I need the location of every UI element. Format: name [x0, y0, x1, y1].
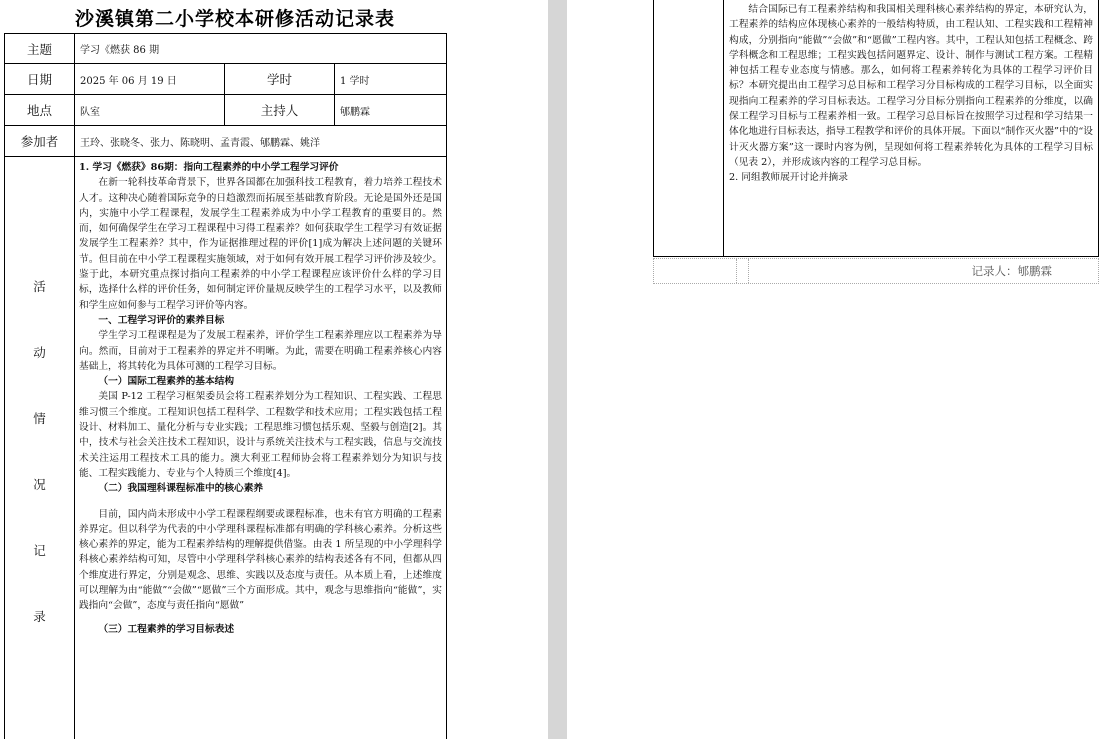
topic-row	[5, 34, 447, 64]
subsection-heading: （一）国际工程素养的基本结构	[98, 376, 235, 388]
place-label: 地点	[5, 95, 75, 126]
paragraph: 学生学习工程课程是为了发展工程素养，评价学生工程素养理应以工程素养为导向。然而，目前对于工程素养的界定并不明晰。为此，需要在明确工程素养核心内容基础上，将其转化为具体可测的工程学习目标。	[79, 330, 442, 372]
host-value: 郇鹏霖	[335, 95, 447, 126]
participants-label: 参加者	[5, 126, 75, 157]
hours-value: 1 学时	[335, 64, 447, 95]
activity-content	[75, 157, 447, 739]
participants-row	[5, 126, 447, 157]
divider	[748, 259, 749, 283]
date-row	[5, 64, 447, 95]
document-page-2	[567, 0, 1101, 739]
date-value: 2025 年 06 月 19 日	[75, 64, 225, 95]
activity-row	[5, 157, 447, 739]
paragraph: 美国 P-12 工程学习框架委员会将工程素养划分为工程知识、工程实践、工程思维习惯三个维度。工程知识包括工程科学、工程数学和技术应用；工程实践包括工程设计、材料加工、量化分析与专业实践；工程思维习惯包括乐观、坚毅与创造[2]。其中，技术与社会关注技术工程知识，设计与系统关注技术与工程实践，信息与交流技术关注运用工程技术工具的能力。澳大利亚工程师协会将工程素养划分为知识与技能、工程实践能力、专业与个人特质三个维度[4]。	[79, 391, 442, 479]
participants-value: 王玲、张晓冬、张力、陈晓明、孟青霞、郇鹏霖、姚洋	[75, 126, 447, 157]
paragraph: 2. 同组教师展开讨论并摘录	[729, 172, 848, 184]
activity-label-char: 况	[33, 476, 46, 492]
activity-record-label	[5, 157, 75, 739]
activity-label-char: 动	[33, 344, 46, 360]
record-table	[4, 33, 447, 739]
place-row	[5, 95, 447, 126]
document-page-1	[0, 0, 548, 739]
place-value: 队室	[75, 95, 225, 126]
hours-label: 学时	[225, 64, 335, 95]
subsection-heading: 一、工程学习评价的素养目标	[98, 314, 225, 326]
continued-label-column	[654, 0, 724, 256]
topic-label: 主题	[5, 34, 75, 64]
subsection-heading: （三）工程素养的学习目标表述	[98, 623, 235, 635]
activity-label-char: 活	[33, 278, 46, 294]
activity-label-char: 记	[33, 542, 46, 558]
topic-value: 学习《燃获 86 期	[75, 34, 447, 64]
paragraph: 目前，国内尚未形成中小学工程课程纲要或课程标准，也未有官方明确的工程素养界定。但以科学为代表的中小学理科课程标准都有明确的学科核心素养。分析这些核心素养的界定，能为工程素养结构的理解提供借鉴。由表 1 所呈现的中小学理科学科核心素养结构可知，尽管中小学理科学科核心素养的结构表述各有不同，但都从四个维度进行界定，分别是观念、思维、实践以及态度与责任。从本质上看，上述维度可以理解为由“能做”“会做”“愿做”三个方面形成。其中，观念与思维指向“能做”，实践指向“会做”，态度与责任指向“愿做”	[79, 508, 442, 612]
recorder-name: 记录人：郇鹏霖	[971, 264, 1052, 278]
date-label: 日期	[5, 64, 75, 95]
paragraph: 在新一轮科技革命背景下，世界各国都在加强科技工程教育，着力培养工程技术人才。这种决心随着国际竞争的日趋激烈而拓展至基础教育阶段。无论是国外还是国内，实施中小学工程课程，发展学生工程素养成为中小学工程教育的重要目的。然而，如何确保学生在学习工程课程中习得工程素养？如何获取学生工程学习有效证据发展学生工程素养？其中，作为证据推理过程的评价[1]成为解决上述问题的关键环节。但目前在中小学工程课程实施领域，对于如何有效开展工程学习评价涉及较少。鉴于此，本研究重点探讨指向工程素养的中小学工程课程应该评价什么样的学习目标，选择什么样的评价任务，如何制定评价量规反映学生的工程学习水平，以及教师和学生应如何参与工程学习评价等内容。	[79, 177, 442, 311]
page-gutter	[548, 0, 567, 739]
continued-table	[653, 0, 1099, 257]
host-label: 主持人	[225, 95, 335, 126]
page-title: 沙溪镇第二小学校本研修活动记录表	[74, 8, 395, 30]
activity-label-char: 录	[33, 608, 46, 624]
subsection-heading: （二）我国理科课程标准中的核心素养	[98, 483, 264, 495]
paragraph: 结合国际已有工程素养结构和我国相关理科核心素养结构的界定，本研究认为，工程素养的结构应体现核心素养的一般结构特质，由工程认知、工程实践和工程精神构成，分别指向“能做”“会做”和“愿做”工程内容。其中，工程认知包括工程概念、跨学科概念和工程思维；工程实践包括问题界定、设计、制作与测试工程方案。工程精神包括工程专业态度与情感。那么，如何将工程素养转化为具体的工程学习评价目标？本研究提出由工程学习总目标和工程学习分目标构成的工程学习目标，以全面实现指向工程素养的学习目标表达。工程学习分目标分别指向工程素养的分维度，以确保工程学习目标与工程素养相一致。工程学习总目标旨在按照学习过程和学习结果一体化地进行目标表达，指导工程教学和评价的具体开展。下面以“制作灭火器”中的“设计灭火器方案”这一课时内容为例，呈现如何将工程素养转化为具体的工程学习目标（见表 2），并形成该内容的工程学习总目标。	[729, 4, 1093, 168]
recorder-row	[653, 258, 1099, 284]
continued-content	[729, 2, 1093, 186]
activity-label-char: 情	[33, 410, 46, 426]
divider	[736, 259, 737, 283]
section-heading: 1. 学习《燃获》86期：指向工程素养的中小学工程学习评价	[79, 162, 339, 173]
